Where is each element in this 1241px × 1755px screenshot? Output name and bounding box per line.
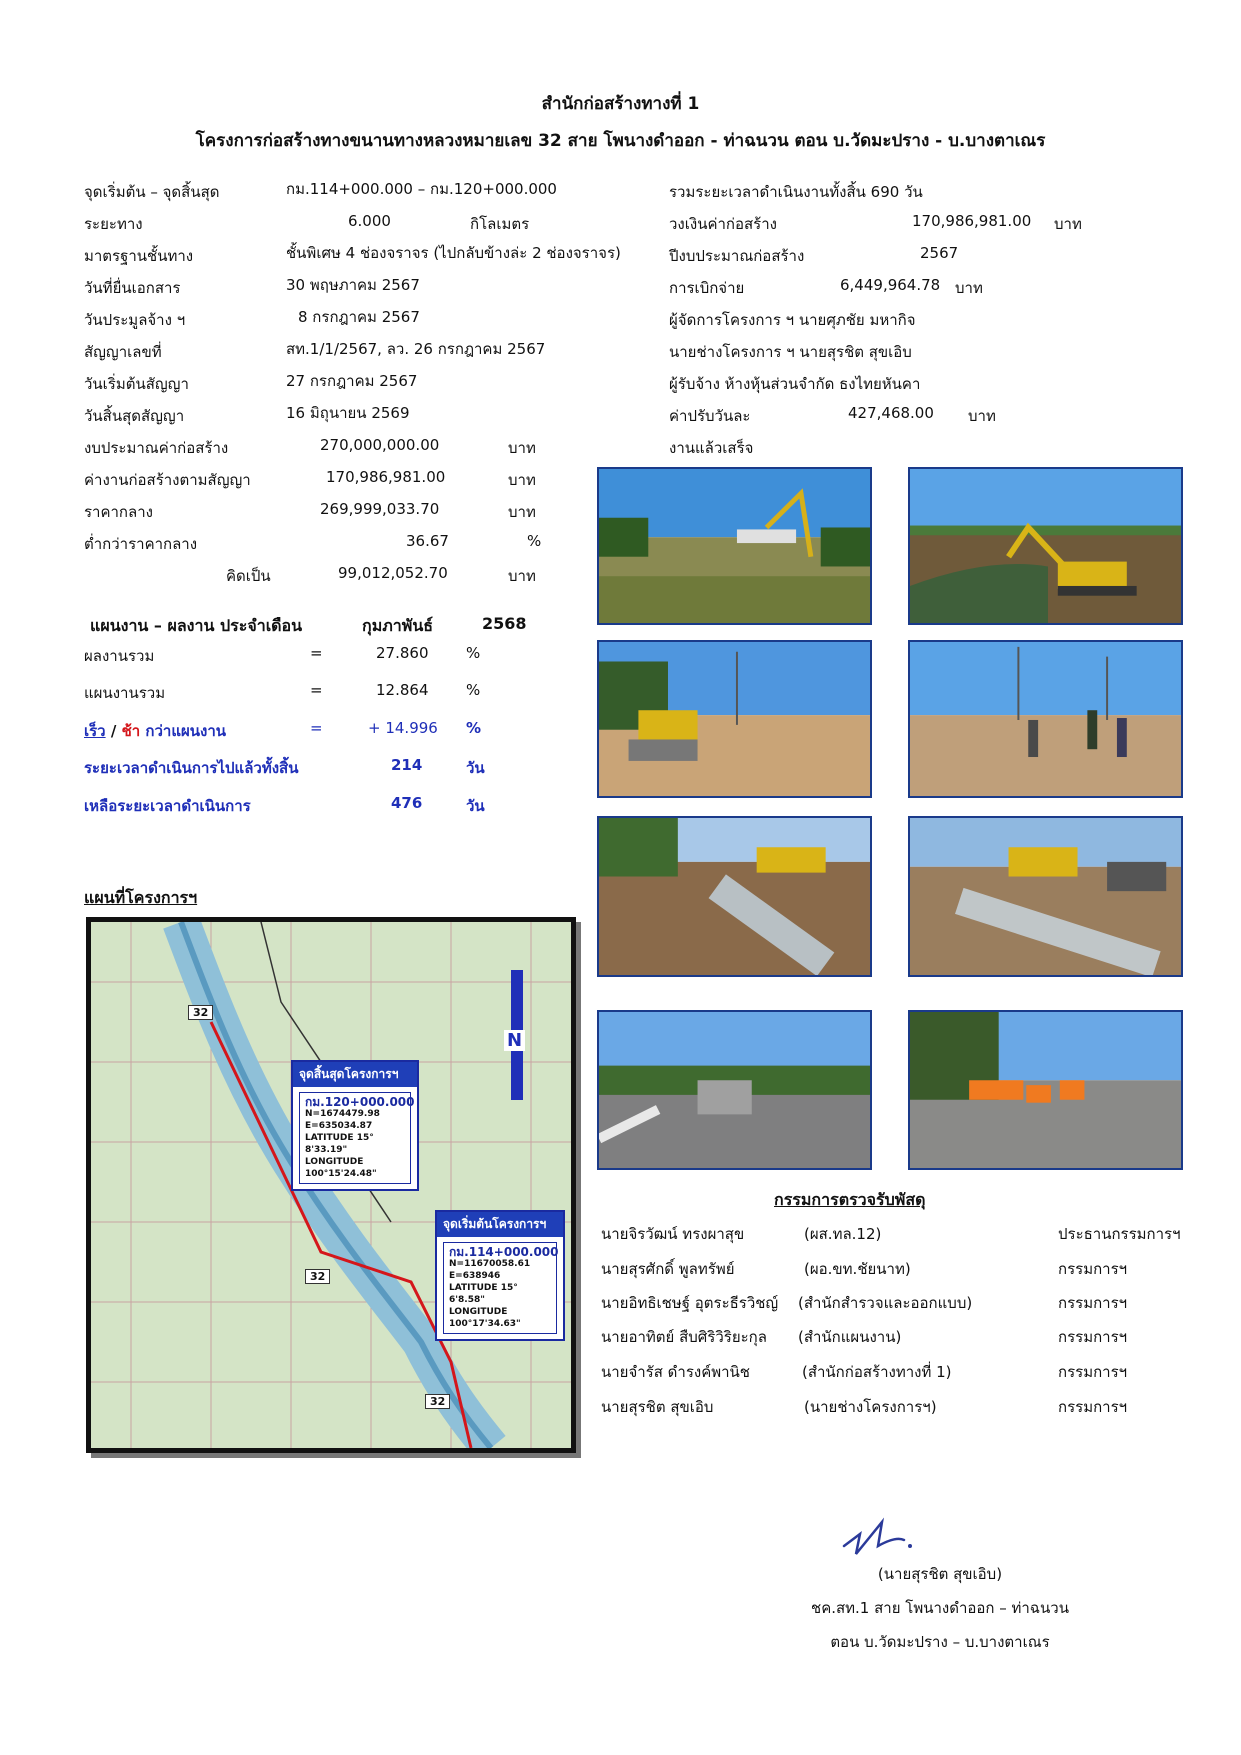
photo-pipe-laying [597,816,872,977]
committee-role: กรรมการฯ [1058,1363,1128,1381]
start-end-label: จุดเริ่มต้น – จุดสิ้นสุด [84,183,220,201]
disburse-label: การเบิกจ่าย [669,279,745,297]
route-shield-top: 32 [188,1005,213,1020]
start-point-e: E=638946 [449,1271,501,1281]
elapsed-unit: วัน [466,759,485,777]
committee-name: นายจำรัส ดำรงค์พานิช [601,1363,750,1381]
progress-year: 2568 [482,614,527,633]
committee-org: (สำนักแผนงาน) [798,1328,902,1346]
end-point-e: E=635034.87 [305,1121,373,1131]
start-point-km: กม.114+000.000 [449,1245,559,1259]
fiscal-value: 2567 [920,244,959,262]
project-engineer: นายช่างโครงการ ฯ นายสุรชิต สุขเอิบ [669,343,912,361]
actual-eq: = [310,644,323,662]
slow-label: ช้า [121,722,141,740]
actual-value: 27.860 [376,644,429,662]
elapsed-value: 214 [391,756,423,774]
committee-role: กรรมการฯ [1058,1398,1128,1416]
committee-role: ประธานกรรมการฯ [1058,1225,1181,1243]
median-price-value: 269,999,033.70 [320,500,440,518]
start-point-n: N=11670058.61 [449,1259,531,1269]
committee-org: (สำนักสำรวจและออกแบบ) [798,1294,973,1312]
status-text: งานแล้วเสร็จ [669,439,754,457]
end-point-title: จุดสิ้นสุดโครงการฯ [293,1062,417,1087]
budget-value: 270,000,000.00 [320,436,440,454]
committee-role: กรรมการฯ [1058,1328,1128,1346]
start-point-details [443,1242,557,1334]
ahead-behind-label [84,719,226,743]
auction-date-label: วันประมูลจ้าง ฯ [84,311,186,329]
committee-org: (ผอ.ขท.ชัยนาท) [804,1260,911,1278]
end-point-lat: LATITUDE 15° 8'33.19" [305,1133,374,1155]
slash: / [110,722,117,740]
fine-unit: บาท [968,407,996,425]
contract-end-value: 16 มิถุนายน 2569 [286,404,410,422]
photo-clearing-excavator [597,467,872,625]
signer-section: ตอน บ.วัดมะปราง – บ.บางตาเณร [830,1633,1050,1651]
committee-name: นายอาทิตย์ สืบศิริวิริยะกุล [601,1328,767,1346]
median-price-label: ราคากลาง [84,503,153,521]
start-point-title: จุดเริ่มต้นโครงการฯ [437,1212,563,1237]
plan-label: แผนงานรวม [84,684,166,702]
photo-canal-excavation [908,467,1183,625]
contract-cost-label: ค่างานก่อสร้างตามสัญญา [84,471,251,489]
committee-name: นายสุรศักดิ์ พูลทรัพย์ [601,1260,735,1278]
photo-culvert-install [908,816,1183,977]
standard-value: ชั้นพิเศษ 4 ช่องจราจร (ไปกลับข้างล่ะ 2 ช่องจราจร) [286,244,621,262]
signer-position: ชค.สท.1 สาย โพนางดำออก – ท่าฉนวน [811,1599,1069,1617]
project-manager: ผู้จัดการโครงการ ฯ นายศุภชัย มหากิจ [669,311,916,329]
start-point-lat: LATITUDE 15° 6'8.58" [449,1283,518,1305]
diff-unit: % [466,719,482,737]
budget-label: งบประมาณค่าก่อสร้าง [84,439,229,457]
equivalent-label: คิดเป็น [226,567,271,585]
plan-unit: % [466,681,481,699]
signer-name: (นายสุรชิต สุขเอิบ) [877,1565,1003,1583]
submit-date-value: 30 พฤษภาคม 2567 [286,276,420,294]
below-median-value: 36.67 [406,532,449,550]
start-point-lon: LONGITUDE 100°17'34.63" [449,1307,521,1329]
project-map [86,917,576,1453]
start-end-value: กม.114+000.000 – กม.120+000.000 [286,180,557,198]
actual-unit: % [466,644,481,662]
remaining-label: เหลือระยะเวลาดำเนินการ [84,797,251,815]
contract-start-label: วันเริ่มต้นสัญญา [84,375,189,393]
plan-eq: = [310,681,323,699]
start-point-callout [435,1210,565,1341]
remaining-value: 476 [391,794,423,812]
committee-name: นายจิรวัฒน์ ทรงผาสุข [601,1225,745,1243]
end-point-km: กม.120+000.000 [305,1095,415,1109]
actual-label: ผลงานรวม [84,647,155,665]
end-point-lon: LONGITUDE 100°15'24.48" [305,1157,377,1179]
contract-cost-unit: บาท [508,471,536,489]
committee-name: นายสุรชิต สุขเอิบ [601,1398,714,1416]
distance-unit: กิโลเมตร [470,215,530,233]
contract-end-label: วันสิ้นสุดสัญญา [84,407,185,425]
equivalent-unit: บาท [508,567,536,585]
budget-unit: บาท [508,439,536,457]
route-shield-bottom: 32 [425,1394,450,1409]
contract-cost-value: 170,986,981.00 [326,468,446,486]
committee-org: (ผส.ทล.12) [804,1225,882,1243]
photo-road-survey [908,640,1183,798]
photo-road-roller [597,640,872,798]
distance-label: ระยะทาง [84,215,143,233]
vs-plan-label: กว่าแผนงาน [145,722,227,740]
submit-date-label: วันที่ยื่นเอกสาร [84,279,181,297]
fast-label: เร็ว [84,722,106,740]
plan-value: 12.864 [376,681,429,699]
end-point-callout [291,1060,419,1191]
budget-right-label: วงเงินค่าก่อสร้าง [669,215,777,233]
auction-date-value: 8 กรกฎาคม 2567 [298,308,420,326]
committee-role: กรรมการฯ [1058,1260,1128,1278]
budget-right-unit: บาท [1054,215,1082,233]
diff-eq: = [310,719,323,737]
distance-value: 6.000 [348,212,391,230]
median-price-unit: บาท [508,503,536,521]
project-title: โครงการก่อสร้างทางขนานทางหลวงหมายเลข 32 สาย โพนางดำออก - ท่าฉนวน ตอน บ.วัดมะปราง - บ.บางตาเณร [195,131,1046,151]
committee-role: กรรมการฯ [1058,1294,1128,1312]
map-heading: แผนที่โครงการฯ [84,888,198,907]
signature-mark [838,1506,938,1558]
contract-no-value: สท.1/1/2567, ลว. 26 กรกฎาคม 2567 [286,340,546,358]
end-point-details [299,1092,415,1184]
standard-label: มาตรฐานชั้นทาง [84,247,194,265]
committee-name: นายอิทธิเชษฐ์ อุตระธีรวิชญ์ [601,1294,779,1312]
elapsed-label: ระยะเวลาดำเนินการไปแล้วทั้งสิ้น [84,759,299,777]
progress-heading: แผนงาน – ผลงาน ประจำเดือน [90,616,303,635]
contract-start-value: 27 กรกฎาคม 2567 [286,372,418,390]
north-label: N [504,1030,525,1051]
below-median-label: ต่ำกว่าราคากลาง [84,535,198,553]
total-duration: รวมระยะเวลาดำเนินงานทั้งสิ้น 690 วัน [669,183,923,201]
fine-label: ค่าปรับวันละ [669,407,751,425]
progress-month: กุมภาพันธ์ [362,616,434,635]
diff-value: + 14.996 [368,719,438,737]
office-title: สำนักก่อสร้างทางที่ 1 [541,94,700,114]
committee-org: (สำนักก่อสร้างทางที่ 1) [802,1363,952,1381]
disburse-unit: บาท [955,279,983,297]
remaining-unit: วัน [466,797,485,815]
fiscal-label: ปีงบประมาณก่อสร้าง [669,247,805,265]
equivalent-value: 99,012,052.70 [338,564,448,582]
end-point-n: N=1674479.98 [305,1109,380,1119]
below-median-unit: % [527,532,542,550]
contract-no-label: สัญญาเลขที่ [84,343,162,361]
contractor: ผู้รับจ้าง ห้างหุ้นส่วนจำกัด ธงไทยหันคา [669,375,921,393]
committee-heading: กรรมการตรวจรับพัสดุ [774,1190,926,1209]
committee-org: (นายช่างโครงการฯ) [804,1398,937,1416]
budget-right-value: 170,986,981.00 [912,212,1032,230]
photo-water-truck [597,1010,872,1170]
photo-traffic-signs [908,1010,1183,1170]
fine-value: 427,468.00 [848,404,934,422]
disburse-value: 6,449,964.78 [840,276,941,294]
route-shield-mid: 32 [305,1269,330,1284]
